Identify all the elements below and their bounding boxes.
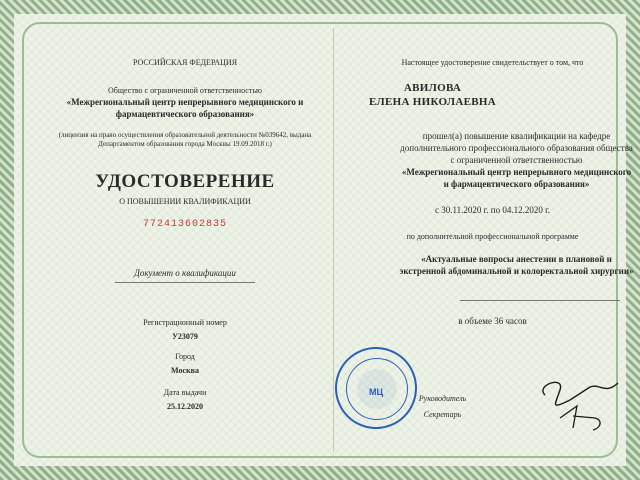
secretary-label: Секретарь <box>423 410 462 419</box>
document-title: УДОСТОВЕРЕНИЕ <box>95 171 275 192</box>
reg-number-label: Регистрационный номер <box>143 318 227 327</box>
qualification-text-3: с ограниченной ответственностью <box>450 155 583 165</box>
left-panel <box>40 0 330 480</box>
underline <box>115 282 255 283</box>
org-name-line-1: «Межрегиональный центр непрерывного медицинского и <box>66 97 304 107</box>
program-label: по дополнительной профессиональной программе <box>406 232 579 241</box>
city-label: Город <box>175 352 195 361</box>
director-label: Руководитель <box>418 394 467 403</box>
org-line-1: «Межрегиональный центр непрерывного медицинского <box>401 167 632 177</box>
hours-total: в объеме 36 часов <box>458 316 527 326</box>
center-fold <box>333 28 334 452</box>
org-type: Общество с ограниченной ответственностью <box>108 86 262 95</box>
intro-text: Настоящее удостоверение свидетельствует о том, что <box>401 58 584 67</box>
qualification-text-2: дополнительного профессионального образования общества <box>400 143 633 153</box>
holder-given-names: ЕЛЕНА НИКОЛАЕВНА <box>369 96 496 108</box>
org-name-line-2: фармацевтического образования» <box>115 109 255 119</box>
serial-number: 772413602835 <box>142 219 227 230</box>
reg-number: У23079 <box>172 332 198 341</box>
program-title-2: экстренной абдоминальной и колоректальной хирургии» <box>399 266 634 276</box>
training-period: с 30.11.2020 г. по 04.12.2020 г. <box>434 205 551 215</box>
issue-date-label: Дата выдачи <box>163 388 207 397</box>
secretary-signature <box>555 398 615 438</box>
country-name: РОССИЙСКАЯ ФЕДЕРАЦИЯ <box>132 58 238 67</box>
document-kind: Документ о квалификации <box>134 268 236 278</box>
issue-date: 25.12.2020 <box>167 402 203 411</box>
org-line-2: и фармацевтического образования» <box>443 179 590 189</box>
license-line-1: (лицензия на право осуществления образовательной деятельности №039642, выдана <box>58 131 312 139</box>
document-subtitle: О ПОВЫШЕНИИ КВАЛИФИКАЦИИ <box>119 197 251 206</box>
program-title-1: «Актуальные вопросы анестезии в плановой и <box>421 254 612 264</box>
seal-label: МЦ <box>368 387 384 397</box>
city: Москва <box>171 366 199 375</box>
license-line-2: Департаментом образования города Москвы 19.09.2018 г.) <box>98 140 272 148</box>
qualification-text-1: прошел(а) повышение квалификации на кафедре <box>422 131 611 141</box>
holder-surname: АВИЛОВА <box>403 82 462 94</box>
seal-stamp <box>335 347 417 429</box>
underline <box>460 300 620 301</box>
